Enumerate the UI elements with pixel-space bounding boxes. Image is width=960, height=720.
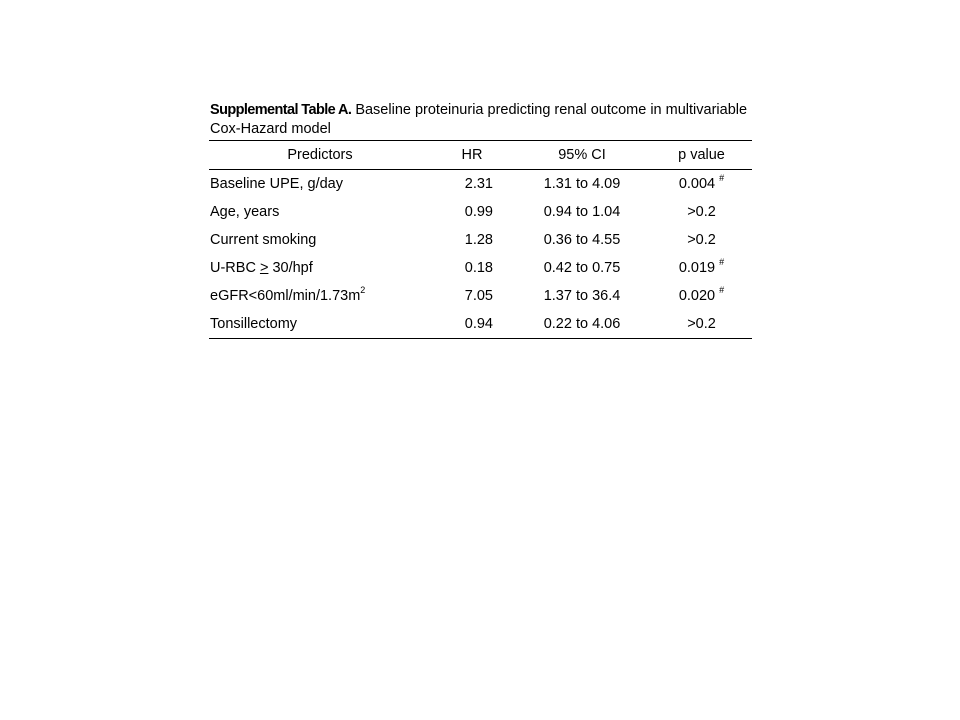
p-value: 0.020 (678, 288, 716, 304)
p-value-cell (651, 254, 752, 282)
supplemental-table (209, 101, 752, 339)
table-row (209, 282, 752, 310)
p-value: 0.019 (678, 260, 716, 276)
p-value: >0.2 (687, 204, 716, 220)
hr-cell: 1.28 (464, 232, 493, 248)
caption-lead: Supplemental Table A. (210, 102, 352, 118)
p-value: >0.2 (687, 232, 716, 248)
significance-mark: # (719, 285, 725, 296)
header-p-value: p value (678, 147, 725, 163)
table-row (209, 254, 752, 282)
hr-cell: 0.99 (464, 204, 493, 220)
significance-mark: # (719, 173, 725, 184)
header-predictors: Predictors (287, 147, 353, 163)
ci-cell: 0.22 to 4.06 (543, 316, 621, 332)
header-hr: HR (461, 147, 483, 163)
predictor-cell (209, 282, 431, 310)
table-caption (209, 101, 752, 139)
predictor-text: eGFR<60ml/min/1.73m (210, 288, 361, 304)
header-ci: 95% CI (558, 147, 606, 163)
table-row (209, 310, 752, 339)
predictor-text: 30/hpf (268, 260, 313, 276)
table-row (209, 198, 752, 226)
predictor-text: U-RBC (210, 260, 260, 276)
p-value: >0.2 (687, 316, 716, 332)
ci-cell: 0.42 to 0.75 (543, 260, 621, 276)
ci-cell: 0.36 to 4.55 (543, 232, 621, 248)
significance-mark: # (719, 257, 725, 268)
p-value-cell (651, 310, 752, 339)
table-row (209, 170, 752, 199)
table-row (209, 226, 752, 254)
hr-cell: 0.18 (464, 260, 493, 276)
caption-text: Baseline proteinuria predicting renal outcome in multivariable Cox-Hazard model (210, 102, 748, 137)
hr-cell: 2.31 (464, 176, 493, 192)
ci-cell: 1.31 to 4.09 (543, 176, 621, 192)
predictor-cell (209, 254, 431, 282)
ci-cell: 0.94 to 1.04 (543, 204, 621, 220)
results-table (209, 140, 752, 339)
superscript-2: 2 (360, 285, 366, 296)
hr-cell: 7.05 (464, 288, 493, 304)
predictor-cell: Baseline UPE, g/day (210, 176, 343, 192)
ci-cell: 1.37 to 36.4 (543, 288, 621, 304)
p-value-cell (651, 282, 752, 310)
predictor-cell: Current smoking (210, 232, 317, 248)
p-value: 0.004 (678, 176, 716, 192)
predictor-cell: Tonsillectomy (210, 316, 298, 332)
p-value-cell (651, 170, 752, 199)
predictor-cell: Age, years (210, 204, 280, 220)
header-row (209, 141, 752, 170)
hr-cell: 0.94 (464, 316, 493, 332)
p-value-cell (651, 198, 752, 226)
p-value-cell (651, 226, 752, 254)
greater-equal-symbol: > (259, 260, 269, 276)
